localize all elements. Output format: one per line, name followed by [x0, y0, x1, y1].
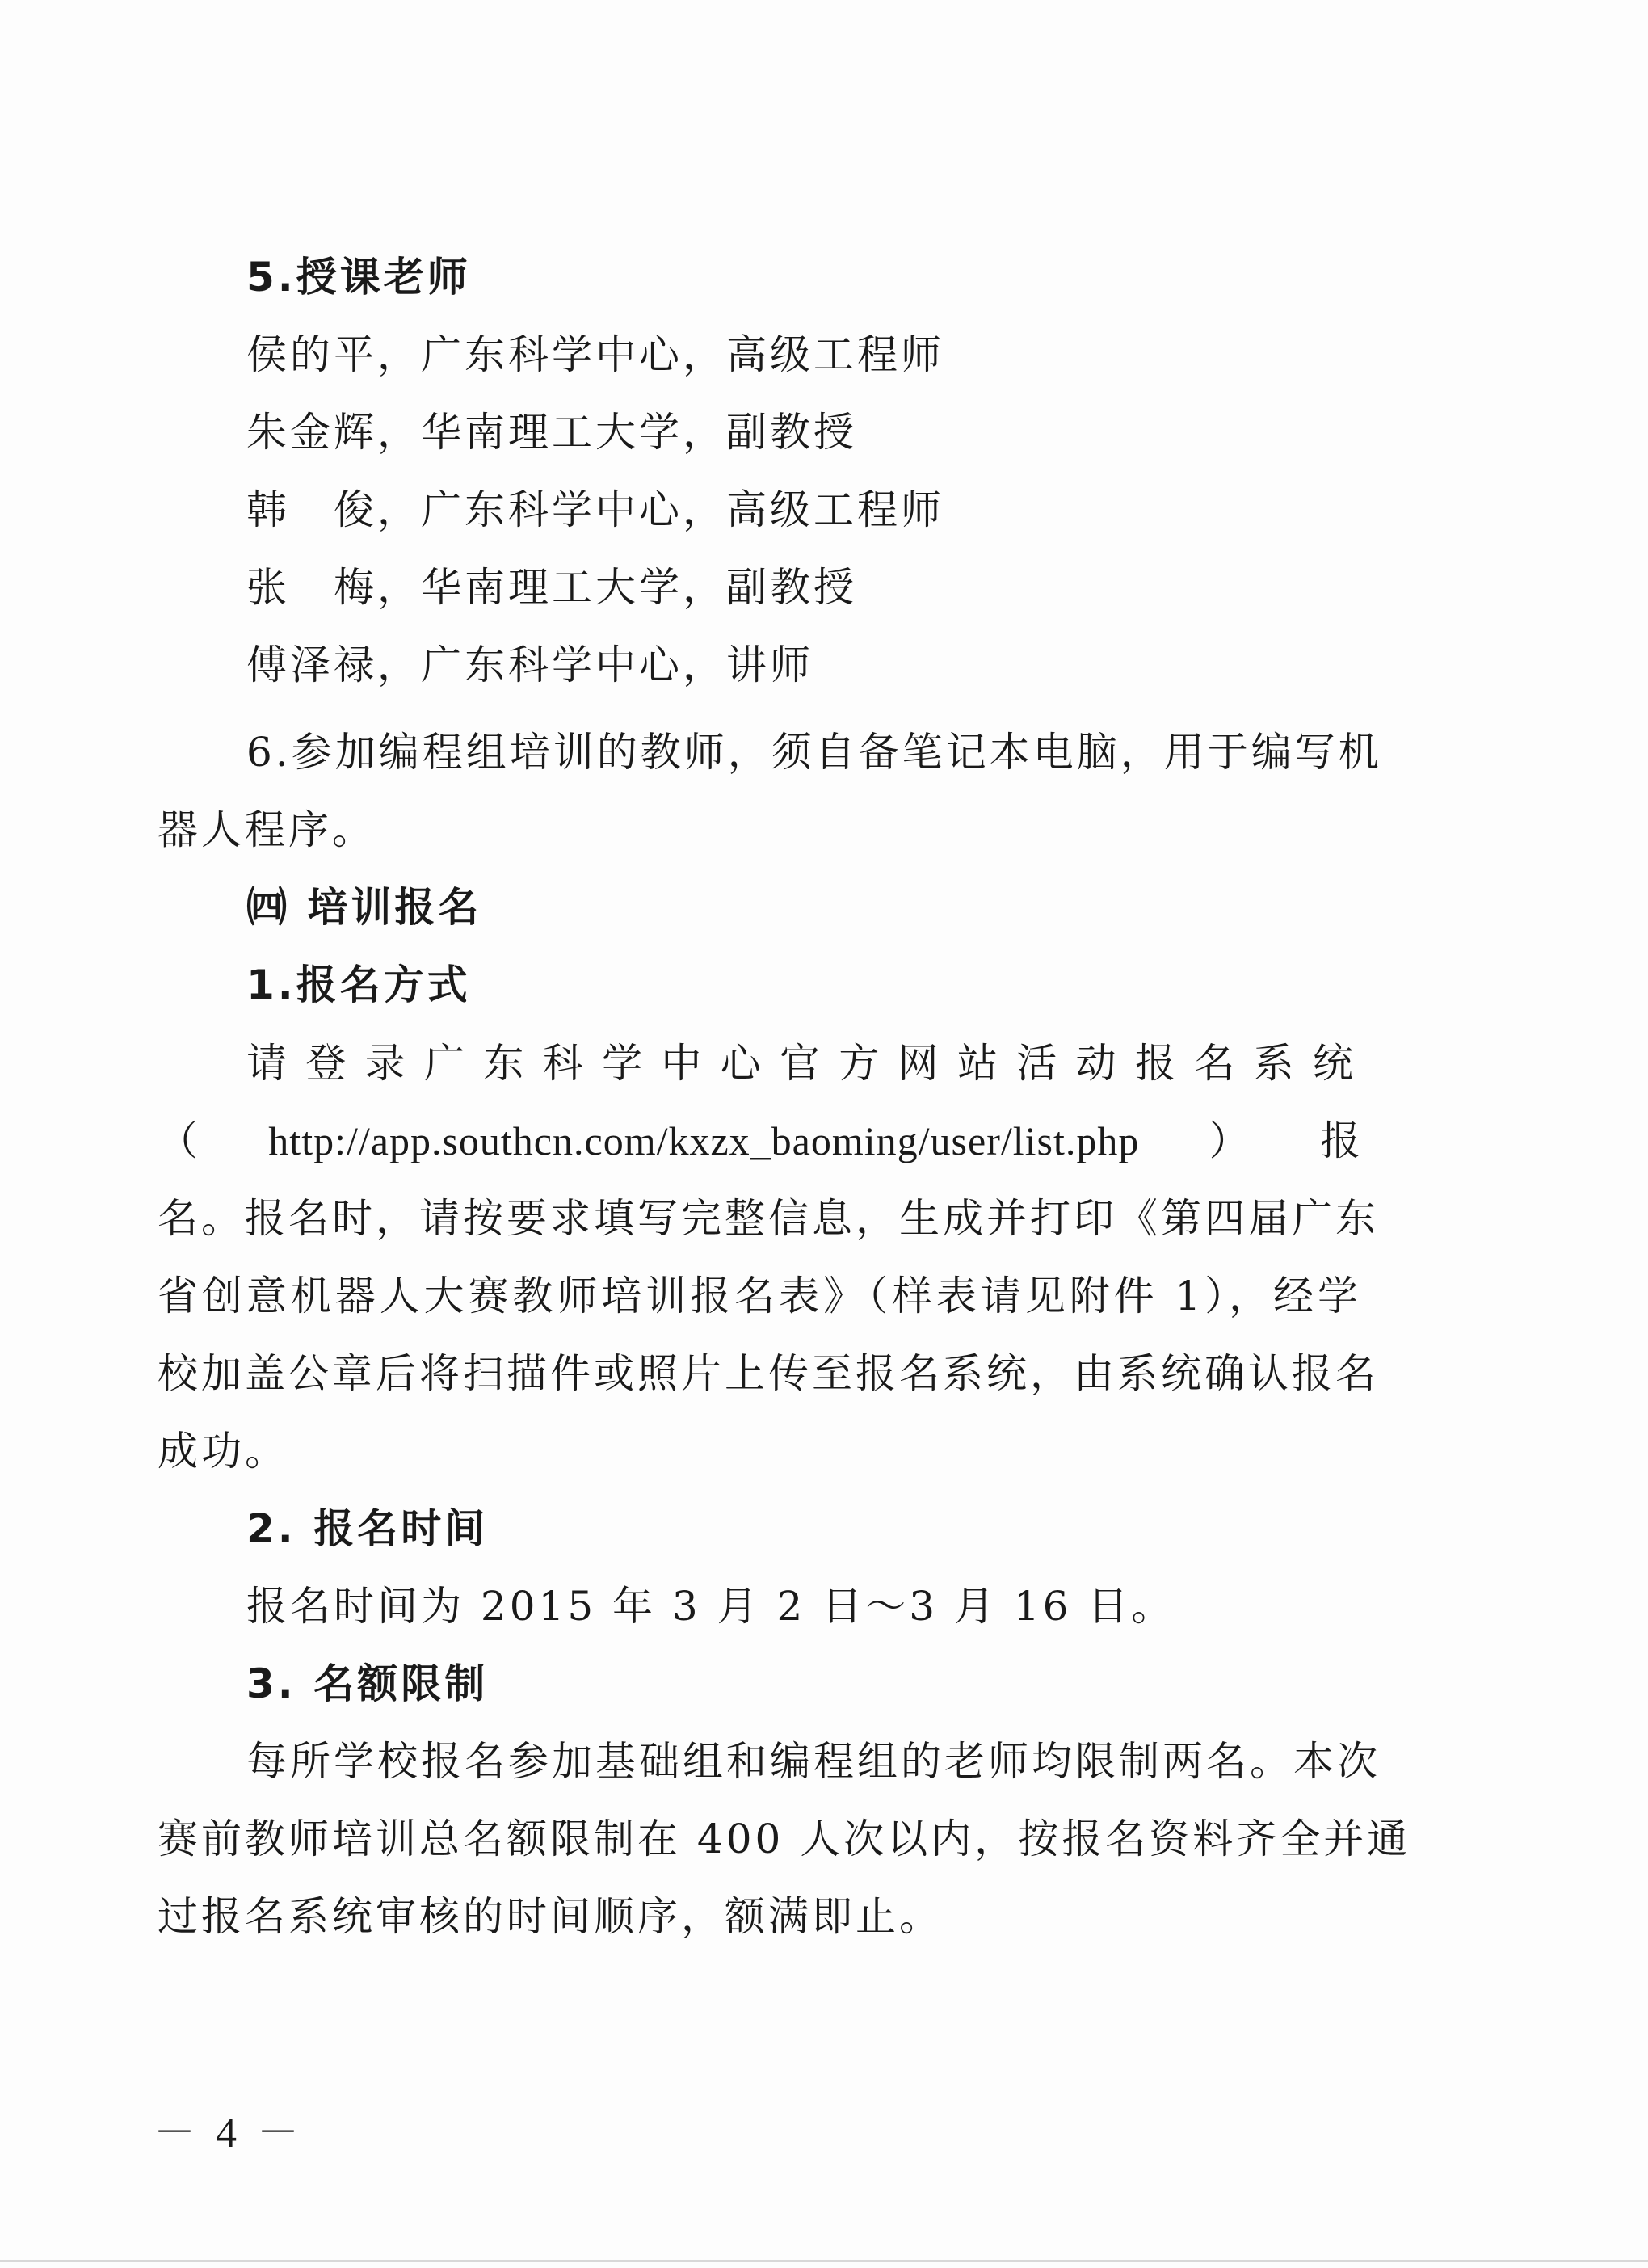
page-bottom-edge	[0, 2260, 1648, 2262]
page-number: － 4 －	[153, 2110, 305, 2156]
teacher-line: 傅泽禄，广东科学中心，讲师	[246, 642, 813, 688]
subheading-registration-time: 2. 报名时间	[246, 1505, 489, 1552]
part-heading-registration: ㈣ 培训报名	[246, 884, 482, 931]
section-heading-teachers: 5.授课老师	[246, 254, 471, 301]
teacher-line: 朱金辉，华南理工大学，副教授	[246, 409, 857, 456]
teacher-line: 韩 俊，广东科学中心，高级工程师	[246, 486, 944, 533]
registration-time-text: 报名时间为 2015 年 3 月 2 日～3 月 16 日。	[246, 1583, 1175, 1630]
laptop-note-line: 6.参加编程组培训的教师，须自备笔记本电脑，用于编写机	[246, 729, 1382, 776]
laptop-note-line: 器人程序。	[158, 806, 376, 853]
paragraph-line: 名。报名时，请按要求填写完整信息，生成并打印《第四届广东	[158, 1195, 1379, 1242]
paragraph-line: 校加盖公章后将扫描件或照片上传至报名系统，由系统确认报名	[158, 1350, 1379, 1397]
paragraph-line: 赛前教师培训总名额限制在 400 人次以内，按报名资料齐全并通	[158, 1816, 1411, 1862]
paragraph-line: 过报名系统审核的时间顺序，额满即止。	[158, 1893, 943, 1940]
paragraph-line: 省创意机器人大赛教师培训报名表》（样表请见附件 1），经学	[158, 1273, 1361, 1319]
subheading-registration-method: 1.报名方式	[246, 961, 471, 1008]
teacher-line: 张 梅，华南理工大学，副教授	[246, 564, 857, 611]
registration-url: （http://app.southcn.com/kxzx_baoming/user/list.php）报	[158, 1118, 1361, 1163]
paragraph-line: 每所学校报名参加基础组和编程组的老师均限制两名。本次	[246, 1738, 1381, 1785]
teacher-line: 侯的平，广东科学中心，高级工程师	[246, 331, 944, 378]
paragraph-line: 请登录广东科学中心官方网站活动报名系统	[246, 1040, 1361, 1087]
paragraph-line: 成功。	[158, 1428, 288, 1475]
subheading-quota: 3. 名额限制	[246, 1660, 489, 1707]
